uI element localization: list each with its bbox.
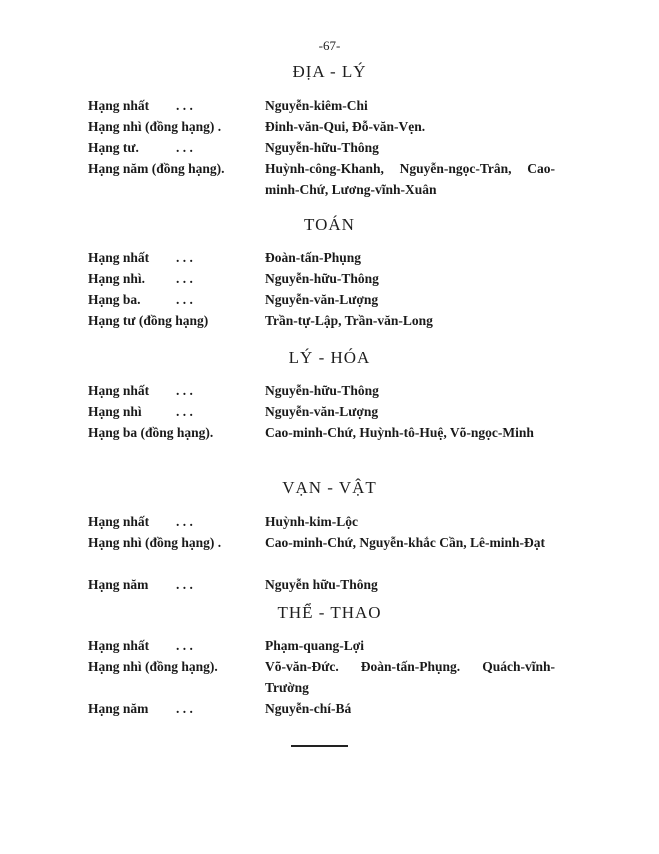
recipient-names: Nguyễn-hữu-Thông: [265, 271, 379, 286]
rank-label: Hạng nhì (đồng hạng).: [88, 659, 218, 674]
leader-dots: . . .: [176, 383, 193, 398]
rank-label: Hạng nhất: [88, 98, 150, 113]
recipient-names: Phạm-quang-Lợi: [265, 638, 364, 653]
leader-dots: . . .: [176, 292, 193, 307]
rank-label: Hạng tư (đồng hạng): [88, 313, 209, 328]
rank-label: Hạng tư.: [88, 140, 139, 155]
page-number: -67-: [318, 38, 341, 53]
leader-dots: . . .: [176, 701, 193, 716]
rank-label: Hạng năm (đồng hạng).: [88, 161, 225, 176]
leader-dots: . . .: [176, 577, 193, 592]
rank-label: Hạng nhất: [88, 638, 150, 653]
section-title-dia-ly: ĐỊA - LÝ: [292, 62, 367, 81]
recipient-names: Huỳnh-kim-Lộc: [265, 514, 359, 529]
recipient-names: Nguyễn-kiêm-Chi: [265, 98, 368, 113]
recipient-names: Cao-minh-Chứ, Nguyễn-khắc Cần, Lê-minh-Đạt: [265, 535, 545, 550]
rank-label: Hạng năm: [88, 701, 149, 716]
recipient-names: Nguyễn-văn-Lượng: [265, 404, 379, 419]
recipient-names: Võ-văn-Đức. Đoàn-tấn-Phụng. Quách-vĩnh-Trường: [265, 659, 555, 695]
recipient-names: Nguyễn hữu-Thông: [265, 577, 378, 592]
leader-dots: . . .: [176, 271, 193, 286]
leader-dots: . . .: [176, 638, 193, 653]
section-title-ly-hoa: LÝ - HÓA: [288, 348, 371, 367]
recipient-names: Nguyễn-chí-Bá: [265, 701, 352, 716]
leader-dots: . . .: [176, 98, 193, 113]
recipient-names: Đoàn-tấn-Phụng: [265, 250, 362, 265]
end-rule: [291, 745, 348, 747]
rank-label: Hạng nhì (đồng hạng) .: [88, 119, 222, 134]
recipient-names: Đinh-văn-Qui, Đỗ-văn-Vẹn.: [265, 119, 426, 134]
section-title-the-thao: THỂ - THAO: [277, 603, 382, 622]
leader-dots: . . .: [176, 404, 193, 419]
rank-label: Hạng nhất: [88, 383, 150, 398]
rank-label: Hạng nhì.: [88, 271, 146, 286]
rank-label: Hạng năm: [88, 577, 149, 592]
rank-label: Hạng nhất: [88, 250, 150, 265]
recipient-names: Cao-minh-Chứ, Huỳnh-tô-Huệ, Võ-ngọc-Minh: [265, 425, 534, 440]
leader-dots: . . .: [176, 250, 193, 265]
rank-label: Hạng nhất: [88, 514, 150, 529]
recipient-names: Nguyễn-văn-Lượng: [265, 292, 379, 307]
recipient-names: Nguyễn-hữu-Thông: [265, 140, 379, 155]
rank-label: Hạng ba.: [88, 292, 141, 307]
rank-label: Hạng nhì: [88, 404, 142, 419]
leader-dots: . . .: [176, 514, 193, 529]
section-title-toan: TOÁN: [304, 215, 355, 234]
leader-dots: . . .: [176, 140, 193, 155]
recipient-names: Nguyễn-hữu-Thông: [265, 383, 379, 398]
recipient-names: Huỳnh-công-Khanh, Nguyễn-ngọc-Trân, Cao-minh-Chứ, Lương-vĩnh-Xuân: [265, 161, 555, 197]
recipient-names: Trần-tự-Lập, Trần-văn-Long: [265, 313, 433, 328]
rank-label: Hạng ba (đồng hạng).: [88, 425, 214, 440]
section-title-van-vat: VẠN - VẬT: [282, 478, 377, 497]
rank-label: Hạng nhì (đồng hạng) .: [88, 535, 222, 550]
